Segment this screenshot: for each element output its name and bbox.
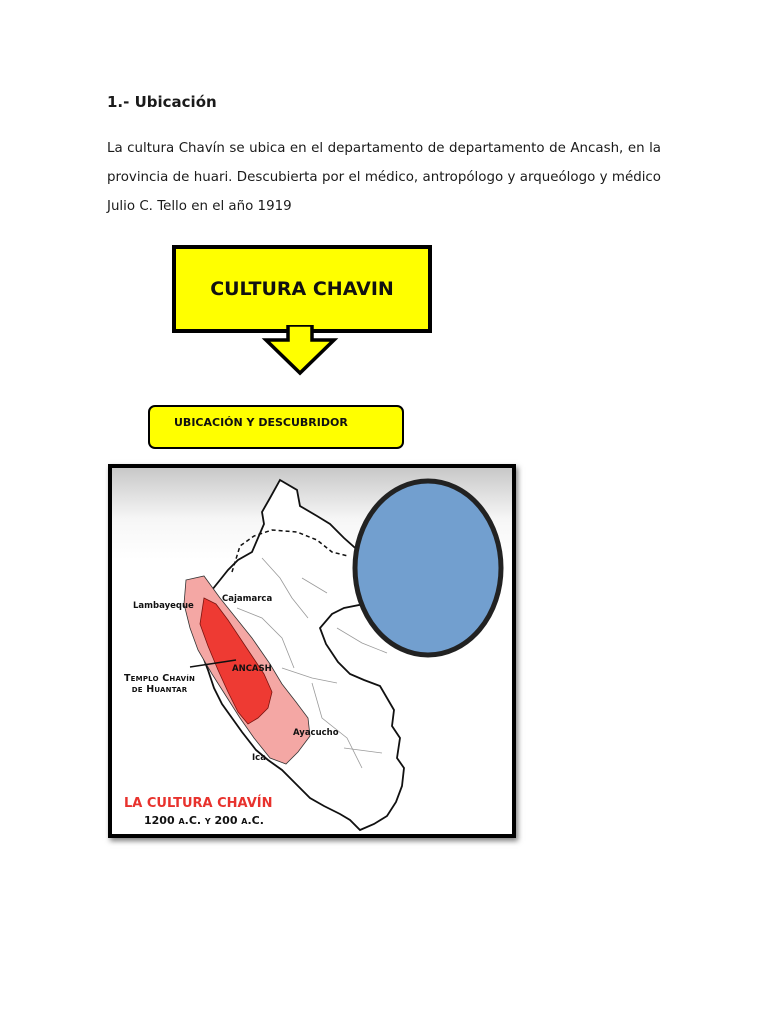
blue-oval-shape [350, 477, 506, 663]
label-ancash: ANCASH [232, 664, 272, 674]
down-arrow-icon [260, 325, 340, 377]
label-ica: Ica [252, 753, 266, 763]
label-temple [124, 673, 195, 695]
map-title: LA CULTURA CHAVÍN [124, 796, 273, 811]
label-cajamarca: Cajamarca [222, 594, 273, 604]
label-temple-line2: de Huantar [131, 684, 188, 695]
label-ayacucho: Ayacucho [293, 728, 339, 738]
label-temple-line1: Templo Chavín [124, 673, 196, 684]
section-heading: 1.- Ubicación [107, 93, 217, 111]
subtitle-box: UBICACIÓN Y DESCUBRIDOR [148, 405, 404, 449]
title-box [172, 245, 432, 333]
body-paragraph: La cultura Chavín se ubica en el departamento de departamento de Ancash, en la provincia de huari. Descubierta por el médico, antropólogo y arqueólogo y médico Julio C. Tello en el año 1919 [107, 141, 661, 214]
title-box-label: CULTURA CHAVIN [210, 278, 394, 300]
map-dates: 1200 a.C. y 200 a.C. [144, 814, 264, 827]
label-lambayeque: Lambayeque [133, 601, 194, 611]
